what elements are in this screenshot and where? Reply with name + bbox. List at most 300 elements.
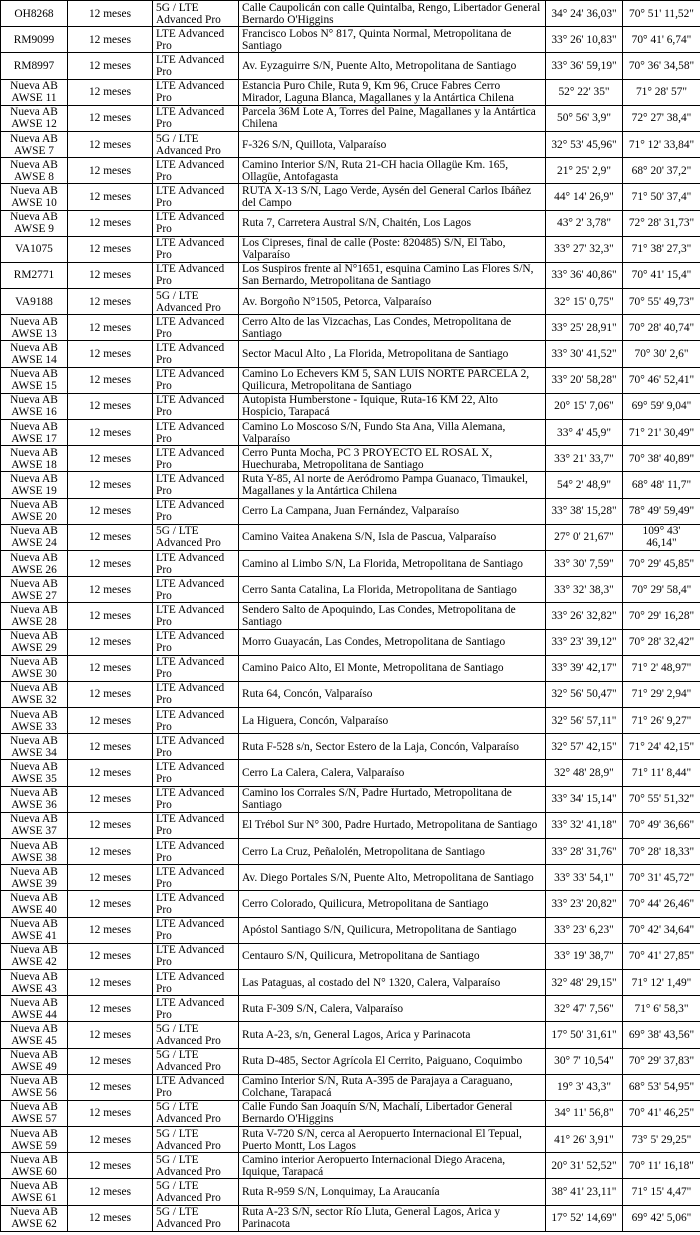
site-id-cell: Nueva AB AWSE 9 — [1, 210, 68, 236]
address-cell: Ruta R-959 S/N, Lonquimay, La Araucanía — [239, 1179, 546, 1205]
technology-cell: LTE Advanced Pro — [153, 708, 239, 734]
term-cell: 12 meses — [68, 1048, 153, 1074]
latitude-cell: 33° 21' 33,7" — [546, 446, 623, 472]
site-id-cell: Nueva AB AWSE 17 — [1, 420, 68, 446]
latitude-cell: 33° 36' 40,86" — [546, 262, 623, 288]
technology-cell: LTE Advanced Pro — [153, 210, 239, 236]
term-cell: 12 meses — [68, 262, 153, 288]
technology-cell: LTE Advanced Pro — [153, 629, 239, 655]
term-cell: 12 meses — [68, 289, 153, 315]
table-row — [1, 1153, 700, 1179]
table-row — [1, 367, 700, 393]
address-cell: Cerro Punta Mocha, PC 3 PROYECTO EL ROSAL X, Huechuraba, Metropolitana de Santiago — [239, 446, 546, 472]
technology-cell: LTE Advanced Pro — [153, 79, 239, 105]
technology-cell: LTE Advanced Pro — [153, 27, 239, 53]
longitude-cell: 70° 36' 34,58" — [623, 53, 700, 79]
technology-cell: 5G / LTE Advanced Pro — [153, 1048, 239, 1074]
longitude-cell: 70° 29' 58,4" — [623, 577, 700, 603]
address-cell: Cerro Santa Catalina, La Florida, Metropolitana de Santiago — [239, 577, 546, 603]
address-cell: Ruta V-720 S/N, cerca al Aeropuerto Internacional El Tepual, Puerto Montt, Los Lagos — [239, 1127, 546, 1153]
site-id-cell: Nueva AB AWSE 8 — [1, 158, 68, 184]
table-row — [1, 891, 700, 917]
longitude-cell: 70° 49' 36,66" — [623, 812, 700, 838]
technology-cell: LTE Advanced Pro — [153, 681, 239, 707]
term-cell: 12 meses — [68, 1127, 153, 1153]
table-row — [1, 27, 700, 53]
longitude-cell: 70° 31' 45,72" — [623, 865, 700, 891]
technology-cell: LTE Advanced Pro — [153, 865, 239, 891]
term-cell: 12 meses — [68, 760, 153, 786]
table-row — [1, 79, 700, 105]
latitude-cell: 20° 15' 7,06" — [546, 393, 623, 419]
address-cell: Cerro Alto de las Vizcachas, Las Condes, Metropolitana de Santiago — [239, 315, 546, 341]
term-cell: 12 meses — [68, 27, 153, 53]
longitude-cell: 71° 28' 57" — [623, 79, 700, 105]
address-cell: Ruta A-23 S/N, sector Río Lluta, General Lagos, Arica y Parinacota — [239, 1205, 546, 1231]
address-cell: Francisco Lobos N° 817, Quinta Normal, Metropolitana de Santiago — [239, 27, 546, 53]
term-cell: 12 meses — [68, 943, 153, 969]
technology-cell: LTE Advanced Pro — [153, 105, 239, 131]
term-cell: 12 meses — [68, 603, 153, 629]
site-id-cell: Nueva AB AWSE 13 — [1, 315, 68, 341]
term-cell: 12 meses — [68, 1100, 153, 1126]
technology-cell: LTE Advanced Pro — [153, 550, 239, 576]
site-id-cell: Nueva AB AWSE 28 — [1, 603, 68, 629]
latitude-cell: 33° 33' 54,1" — [546, 865, 623, 891]
table-row — [1, 53, 700, 79]
address-cell: Los Suspiros frente al N°1651, esquina Camino Las Flores S/N, San Bernardo, Metropolitana de Santiago — [239, 262, 546, 288]
table-row — [1, 681, 700, 707]
term-cell: 12 meses — [68, 839, 153, 865]
latitude-cell: 32° 57' 42,15" — [546, 734, 623, 760]
longitude-cell: 70° 28' 32,42" — [623, 629, 700, 655]
site-id-cell: Nueva AB AWSE 35 — [1, 760, 68, 786]
longitude-cell: 71° 29' 2,94" — [623, 681, 700, 707]
term-cell: 12 meses — [68, 210, 153, 236]
site-id-cell: Nueva AB AWSE 33 — [1, 708, 68, 734]
latitude-cell: 19° 3' 43,3" — [546, 1074, 623, 1100]
longitude-cell: 70° 41' 15,4" — [623, 262, 700, 288]
term-cell: 12 meses — [68, 1074, 153, 1100]
table-row — [1, 839, 700, 865]
technology-cell: LTE Advanced Pro — [153, 420, 239, 446]
latitude-cell: 32° 48' 29,15" — [546, 969, 623, 995]
address-cell: Los Cipreses, final de calle (Poste: 820485) S/N, El Tabo, Valparaíso — [239, 236, 546, 262]
table-row — [1, 708, 700, 734]
address-cell: Camino Interior S/N, Ruta 21-CH hacia Ollagüe Km. 165, Ollagüe, Antofagasta — [239, 158, 546, 184]
table-row — [1, 315, 700, 341]
term-cell: 12 meses — [68, 158, 153, 184]
address-cell: Morro Guayacán, Las Condes, Metropolitana de Santiago — [239, 629, 546, 655]
table-row — [1, 969, 700, 995]
site-id-cell: Nueva AB AWSE 44 — [1, 996, 68, 1022]
address-cell: Calle Fundo San Joaquín S/N, Machalí, Libertador General Bernardo O'Higgins — [239, 1100, 546, 1126]
address-cell: Ruta Y-85, Al norte de Aeródromo Pampa Guanaco, Timaukel, Magallanes y la Antártica Chilena — [239, 472, 546, 498]
technology-cell: 5G / LTE Advanced Pro — [153, 1100, 239, 1126]
term-cell: 12 meses — [68, 236, 153, 262]
site-id-cell: Nueva AB AWSE 19 — [1, 472, 68, 498]
latitude-cell: 33° 23' 6,23" — [546, 917, 623, 943]
term-cell: 12 meses — [68, 1205, 153, 1231]
longitude-cell: 70° 38' 40,89" — [623, 446, 700, 472]
address-cell: Camino Paico Alto, El Monte, Metropolitana de Santiago — [239, 655, 546, 681]
longitude-cell: 71° 50' 37,4" — [623, 184, 700, 210]
site-id-cell: RM9099 — [1, 27, 68, 53]
table-row — [1, 655, 700, 681]
term-cell: 12 meses — [68, 812, 153, 838]
latitude-cell: 33° 34' 15,14" — [546, 786, 623, 812]
site-id-cell: Nueva AB AWSE 14 — [1, 341, 68, 367]
technology-cell: LTE Advanced Pro — [153, 760, 239, 786]
term-cell: 12 meses — [68, 891, 153, 917]
address-cell: Camino al Limbo S/N, La Florida, Metropolitana de Santiago — [239, 550, 546, 576]
term-cell: 12 meses — [68, 341, 153, 367]
longitude-cell: 69° 59' 9,04" — [623, 393, 700, 419]
table-row — [1, 550, 700, 576]
table-row — [1, 105, 700, 131]
technology-cell: LTE Advanced Pro — [153, 917, 239, 943]
site-id-cell: Nueva AB AWSE 39 — [1, 865, 68, 891]
site-id-cell: Nueva AB AWSE 38 — [1, 839, 68, 865]
address-cell: Calle Caupolicán con calle Quintalba, Rengo, Libertador General Bernardo O'Higgins — [239, 1, 546, 27]
latitude-cell: 33° 36' 59,19" — [546, 53, 623, 79]
latitude-cell: 30° 7' 10,54" — [546, 1048, 623, 1074]
site-id-cell: Nueva AB AWSE 57 — [1, 1100, 68, 1126]
longitude-cell: 70° 30' 2,6" — [623, 341, 700, 367]
term-cell: 12 meses — [68, 655, 153, 681]
latitude-cell: 32° 48' 28,9" — [546, 760, 623, 786]
technology-cell: LTE Advanced Pro — [153, 1074, 239, 1100]
site-id-cell: Nueva AB AWSE 43 — [1, 969, 68, 995]
technology-cell: LTE Advanced Pro — [153, 262, 239, 288]
technology-cell: 5G / LTE Advanced Pro — [153, 131, 239, 157]
table-row — [1, 734, 700, 760]
site-id-cell: Nueva AB AWSE 18 — [1, 446, 68, 472]
term-cell: 12 meses — [68, 577, 153, 603]
longitude-cell: 68° 20' 37,2" — [623, 158, 700, 184]
longitude-cell: 70° 41' 46,25" — [623, 1100, 700, 1126]
technology-cell: 5G / LTE Advanced Pro — [153, 1022, 239, 1048]
term-cell: 12 meses — [68, 969, 153, 995]
address-cell: Ruta 64, Concón, Valparaíso — [239, 681, 546, 707]
term-cell: 12 meses — [68, 420, 153, 446]
table-row — [1, 498, 700, 524]
term-cell: 12 meses — [68, 917, 153, 943]
address-cell: Centauro S/N, Quilicura, Metropolitana de Santiago — [239, 943, 546, 969]
term-cell: 12 meses — [68, 996, 153, 1022]
technology-cell: LTE Advanced Pro — [153, 472, 239, 498]
address-cell: F-326 S/N, Quillota, Valparaíso — [239, 131, 546, 157]
term-cell: 12 meses — [68, 184, 153, 210]
address-cell: Estancia Puro Chile, Ruta 9, Km 96, Cruce Fabres Cerro Mirador, Laguna Blanca, Magallanes y la Antártica Chilena — [239, 79, 546, 105]
site-id-cell: Nueva AB AWSE 56 — [1, 1074, 68, 1100]
address-cell: Ruta 7, Carretera Austral S/N, Chaitén, Los Lagos — [239, 210, 546, 236]
latitude-cell: 33° 25' 28,91" — [546, 315, 623, 341]
site-id-cell: Nueva AB AWSE 29 — [1, 629, 68, 655]
table-row — [1, 184, 700, 210]
longitude-cell: 70° 29' 37,83" — [623, 1048, 700, 1074]
technology-cell: LTE Advanced Pro — [153, 969, 239, 995]
term-cell: 12 meses — [68, 315, 153, 341]
longitude-cell: 71° 24' 42,15" — [623, 734, 700, 760]
longitude-cell: 70° 46' 52,41" — [623, 367, 700, 393]
table-row — [1, 210, 700, 236]
latitude-cell: 32° 47' 7,56" — [546, 996, 623, 1022]
address-cell: Apóstol Santiago S/N, Quilicura, Metropolitana de Santiago — [239, 917, 546, 943]
technology-cell: LTE Advanced Pro — [153, 498, 239, 524]
site-id-cell: Nueva AB AWSE 60 — [1, 1153, 68, 1179]
table-body — [1, 1, 700, 1232]
longitude-cell: 71° 26' 9,27" — [623, 708, 700, 734]
address-cell: Camino los Corrales S/N, Padre Hurtado, Metropolitana de Santiago — [239, 786, 546, 812]
address-cell: Camino Lo Moscoso S/N, Fundo Sta Ana, Villa Alemana, Valparaíso — [239, 420, 546, 446]
term-cell: 12 meses — [68, 1, 153, 27]
address-cell: Parcela 36M Lote A, Torres del Paine, Magallanes y la Antártica Chilena — [239, 105, 546, 131]
term-cell: 12 meses — [68, 1179, 153, 1205]
term-cell: 12 meses — [68, 79, 153, 105]
technology-cell: 5G / LTE Advanced Pro — [153, 1127, 239, 1153]
table-row — [1, 236, 700, 262]
technology-cell: LTE Advanced Pro — [153, 446, 239, 472]
latitude-cell: 54° 2' 48,9" — [546, 472, 623, 498]
latitude-cell: 33° 20' 58,28" — [546, 367, 623, 393]
latitude-cell: 33° 32' 38,3" — [546, 577, 623, 603]
technology-cell: LTE Advanced Pro — [153, 315, 239, 341]
latitude-cell: 38° 41' 23,11" — [546, 1179, 623, 1205]
technology-cell: LTE Advanced Pro — [153, 341, 239, 367]
term-cell: 12 meses — [68, 498, 153, 524]
table-row — [1, 996, 700, 1022]
term-cell: 12 meses — [68, 629, 153, 655]
technology-cell: 5G / LTE Advanced Pro — [153, 1153, 239, 1179]
term-cell: 12 meses — [68, 367, 153, 393]
table-row — [1, 603, 700, 629]
longitude-cell: 70° 44' 26,46" — [623, 891, 700, 917]
site-id-cell: Nueva AB AWSE 41 — [1, 917, 68, 943]
site-id-cell: Nueva AB AWSE 45 — [1, 1022, 68, 1048]
technology-cell: LTE Advanced Pro — [153, 943, 239, 969]
longitude-cell: 71° 38' 27,3" — [623, 236, 700, 262]
site-id-cell: Nueva AB AWSE 34 — [1, 734, 68, 760]
technology-cell: LTE Advanced Pro — [153, 812, 239, 838]
term-cell: 12 meses — [68, 393, 153, 419]
site-id-cell: RM8997 — [1, 53, 68, 79]
latitude-cell: 33° 39' 42,17" — [546, 655, 623, 681]
latitude-cell: 33° 4' 45,9" — [546, 420, 623, 446]
term-cell: 12 meses — [68, 1022, 153, 1048]
table-row — [1, 760, 700, 786]
table-row — [1, 1074, 700, 1100]
term-cell: 12 meses — [68, 865, 153, 891]
latitude-cell: 41° 26' 3,91" — [546, 1127, 623, 1153]
term-cell: 12 meses — [68, 105, 153, 131]
longitude-cell: 71° 15' 4,47" — [623, 1179, 700, 1205]
term-cell: 12 meses — [68, 472, 153, 498]
table-row — [1, 1048, 700, 1074]
longitude-cell: 70° 11' 16,18" — [623, 1153, 700, 1179]
address-cell: Av. Eyzaguirre S/N, Puente Alto, Metropolitana de Santiago — [239, 53, 546, 79]
address-cell: Sector Macul Alto , La Florida, Metropolitana de Santiago — [239, 341, 546, 367]
site-id-cell: Nueva AB AWSE 62 — [1, 1205, 68, 1231]
term-cell: 12 meses — [68, 446, 153, 472]
latitude-cell: 32° 56' 50,47" — [546, 681, 623, 707]
latitude-cell: 27° 0' 21,67" — [546, 524, 623, 550]
technology-cell: 5G / LTE Advanced Pro — [153, 1179, 239, 1205]
technology-cell: LTE Advanced Pro — [153, 786, 239, 812]
site-id-cell: Nueva AB AWSE 16 — [1, 393, 68, 419]
table-row — [1, 289, 700, 315]
technology-cell: LTE Advanced Pro — [153, 53, 239, 79]
longitude-cell: 73° 5' 29,25" — [623, 1127, 700, 1153]
table-row — [1, 1, 700, 27]
address-cell: Camino interior Aeropuerto Internacional Diego Aracena, Iquique, Tarapacá — [239, 1153, 546, 1179]
latitude-cell: 34° 24' 36,03" — [546, 1, 623, 27]
table-row — [1, 1179, 700, 1205]
term-cell: 12 meses — [68, 1153, 153, 1179]
address-cell: Cerro La Cruz, Peñalolén, Metropolitana de Santiago — [239, 839, 546, 865]
table-row — [1, 262, 700, 288]
table-row — [1, 446, 700, 472]
latitude-cell: 44° 14' 26,9" — [546, 184, 623, 210]
site-id-cell: Nueva AB AWSE 10 — [1, 184, 68, 210]
address-cell: Camino Lo Echevers KM 5, SAN LUIS NORTE PARCELA 2, Quilicura, Metropolitana de Santiago — [239, 367, 546, 393]
table-row — [1, 943, 700, 969]
address-cell: Av. Diego Portales S/N, Puente Alto, Metropolitana de Santiago — [239, 865, 546, 891]
table-row — [1, 1022, 700, 1048]
site-id-cell: Nueva AB AWSE 59 — [1, 1127, 68, 1153]
longitude-cell: 70° 51' 11,52" — [623, 1, 700, 27]
longitude-cell: 71° 21' 30,49" — [623, 420, 700, 446]
latitude-cell: 17° 52' 14,69" — [546, 1205, 623, 1231]
latitude-cell: 32° 53' 45,96" — [546, 131, 623, 157]
address-cell: Ruta F-309 S/N, Calera, Valparaíso — [239, 996, 546, 1022]
technology-cell: LTE Advanced Pro — [153, 577, 239, 603]
site-id-cell: Nueva AB AWSE 20 — [1, 498, 68, 524]
site-id-cell: Nueva AB AWSE 30 — [1, 655, 68, 681]
latitude-cell: 33° 23' 39,12" — [546, 629, 623, 655]
latitude-cell: 33° 27' 32,3" — [546, 236, 623, 262]
longitude-cell: 71° 11' 8,44" — [623, 760, 700, 786]
longitude-cell: 70° 41' 27,85" — [623, 943, 700, 969]
latitude-cell: 33° 32' 41,18" — [546, 812, 623, 838]
latitude-cell: 33° 30' 41,52" — [546, 341, 623, 367]
technology-cell: 5G / LTE Advanced Pro — [153, 289, 239, 315]
site-id-cell: Nueva AB AWSE 36 — [1, 786, 68, 812]
address-cell: Cerro Colorado, Quilicura, Metropolitana de Santiago — [239, 891, 546, 917]
site-id-cell: Nueva AB AWSE 26 — [1, 550, 68, 576]
table-row — [1, 393, 700, 419]
longitude-cell: 70° 55' 51,32" — [623, 786, 700, 812]
longitude-cell: 70° 28' 40,74" — [623, 315, 700, 341]
site-id-cell: VA1075 — [1, 236, 68, 262]
latitude-cell: 33° 38' 15,28" — [546, 498, 623, 524]
site-id-cell: Nueva AB AWSE 40 — [1, 891, 68, 917]
address-cell: Ruta F-528 s/n, Sector Estero de la Laja, Concón, Valparaíso — [239, 734, 546, 760]
table-row — [1, 158, 700, 184]
technology-cell: LTE Advanced Pro — [153, 891, 239, 917]
latitude-cell: 32° 56' 57,11" — [546, 708, 623, 734]
address-cell: Av. Borgoño N°1505, Petorca, Valparaíso — [239, 289, 546, 315]
longitude-cell: 69° 38' 43,56" — [623, 1022, 700, 1048]
latitude-cell: 33° 30' 7,59" — [546, 550, 623, 576]
table-row — [1, 131, 700, 157]
table-row — [1, 1127, 700, 1153]
site-id-cell: Nueva AB AWSE 61 — [1, 1179, 68, 1205]
term-cell: 12 meses — [68, 681, 153, 707]
address-cell: La Higuera, Concón, Valparaíso — [239, 708, 546, 734]
longitude-cell: 72° 27' 38,4" — [623, 105, 700, 131]
address-cell: Las Pataguas, al costado del N° 1320, Calera, Valparaíso — [239, 969, 546, 995]
latitude-cell: 21° 25' 2,9" — [546, 158, 623, 184]
site-id-cell: RM2771 — [1, 262, 68, 288]
longitude-cell: 70° 41' 6,74" — [623, 27, 700, 53]
address-cell: Camino Interior S/N, Ruta A-395 de Parajaya a Caraguano, Colchane, Tarapacá — [239, 1074, 546, 1100]
longitude-cell: 70° 28' 18,33" — [623, 839, 700, 865]
technology-cell: LTE Advanced Pro — [153, 996, 239, 1022]
latitude-cell: 20° 31' 52,52" — [546, 1153, 623, 1179]
table-row — [1, 1100, 700, 1126]
longitude-cell: 68° 48' 11,7" — [623, 472, 700, 498]
table-row — [1, 472, 700, 498]
address-cell: Cerro La Calera, Calera, Valparaíso — [239, 760, 546, 786]
technology-cell: 5G / LTE Advanced Pro — [153, 524, 239, 550]
longitude-cell: 69° 42' 5,06" — [623, 1205, 700, 1231]
longitude-cell: 70° 42' 34,64" — [623, 917, 700, 943]
site-id-cell: Nueva AB AWSE 12 — [1, 105, 68, 131]
term-cell: 12 meses — [68, 550, 153, 576]
technology-cell: LTE Advanced Pro — [153, 655, 239, 681]
address-cell: Cerro La Campana, Juan Fernández, Valparaíso — [239, 498, 546, 524]
site-id-cell: Nueva AB AWSE 37 — [1, 812, 68, 838]
address-cell: Sendero Salto de Apoquindo, Las Condes, Metropolitana de Santiago — [239, 603, 546, 629]
latitude-cell: 33° 28' 31,76" — [546, 839, 623, 865]
site-id-cell: Nueva AB AWSE 7 — [1, 131, 68, 157]
longitude-cell: 71° 12' 1,49" — [623, 969, 700, 995]
table-row — [1, 1205, 700, 1231]
term-cell: 12 meses — [68, 734, 153, 760]
site-id-cell: OH8268 — [1, 1, 68, 27]
address-cell: Ruta D-485, Sector Agrícola El Cerrito, Paiguano, Coquimbo — [239, 1048, 546, 1074]
term-cell: 12 meses — [68, 131, 153, 157]
term-cell: 12 meses — [68, 524, 153, 550]
table-row — [1, 786, 700, 812]
technology-cell: LTE Advanced Pro — [153, 839, 239, 865]
longitude-cell: 71° 6' 58,3" — [623, 996, 700, 1022]
technology-cell: LTE Advanced Pro — [153, 367, 239, 393]
address-cell: Ruta A-23, s/n, General Lagos, Arica y Parinacota — [239, 1022, 546, 1048]
table-row — [1, 341, 700, 367]
latitude-cell: 33° 26' 10,83" — [546, 27, 623, 53]
site-id-cell: Nueva AB AWSE 15 — [1, 367, 68, 393]
address-cell: RUTA X-13 S/N, Lago Verde, Aysén del General Carlos Ibáñez del Campo — [239, 184, 546, 210]
technology-cell: LTE Advanced Pro — [153, 184, 239, 210]
longitude-cell: 71° 12' 33,84" — [623, 131, 700, 157]
technology-cell: LTE Advanced Pro — [153, 734, 239, 760]
site-id-cell: Nueva AB AWSE 32 — [1, 681, 68, 707]
latitude-cell: 33° 19' 38,7" — [546, 943, 623, 969]
table-row — [1, 812, 700, 838]
table-row — [1, 629, 700, 655]
site-id-cell: Nueva AB AWSE 42 — [1, 943, 68, 969]
longitude-cell: 78° 49' 59,49" — [623, 498, 700, 524]
site-id-cell: Nueva AB AWSE 24 — [1, 524, 68, 550]
technology-cell: LTE Advanced Pro — [153, 236, 239, 262]
longitude-cell: 70° 29' 16,28" — [623, 603, 700, 629]
technology-cell: LTE Advanced Pro — [153, 393, 239, 419]
table-row — [1, 420, 700, 446]
table-row — [1, 865, 700, 891]
term-cell: 12 meses — [68, 708, 153, 734]
